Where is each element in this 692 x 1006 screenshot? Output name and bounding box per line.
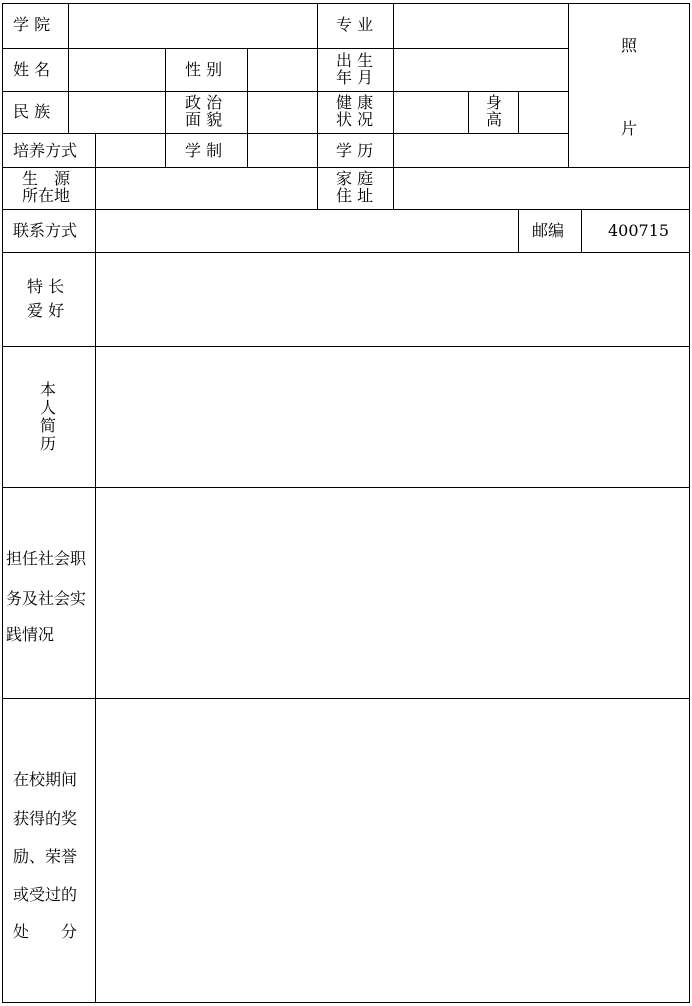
duties-label-line: 务及社会实: [6, 589, 87, 608]
political-field[interactable]: [248, 92, 317, 133]
name-label: 姓 名: [13, 60, 51, 79]
ethnicity-field[interactable]: [69, 92, 165, 133]
duties-field[interactable]: [96, 488, 689, 698]
duties-label-line: 担任社会职: [6, 549, 87, 568]
schooling-label: 学 制: [185, 141, 223, 160]
postcode-label: 邮编: [532, 221, 565, 240]
gender-field[interactable]: [248, 49, 317, 91]
political-label-line2: 面 貌: [185, 110, 223, 129]
home-label-line2: 住 址: [336, 186, 374, 205]
education-field[interactable]: [394, 134, 568, 167]
height-label-line2: 高: [486, 110, 503, 129]
major-field[interactable]: [394, 4, 568, 48]
resume-label-char: 人: [40, 398, 57, 417]
postcode-value: 400715: [608, 221, 670, 240]
college-field[interactable]: [69, 4, 317, 48]
photo-box[interactable]: [569, 4, 689, 167]
political-label-line1: 政 治: [185, 93, 223, 112]
hobby-label-line1: 特 长: [27, 277, 65, 296]
birth-field[interactable]: [394, 49, 568, 91]
rule-right: [689, 3, 690, 1003]
awards-label-line: 在校期间: [13, 770, 78, 789]
rule-col-i: [518, 209, 519, 252]
health-label-line1: 健 康: [336, 93, 374, 112]
training-field[interactable]: [96, 134, 165, 167]
awards-label-line: 或受过的: [13, 885, 78, 904]
resume-label-char: 本: [40, 380, 57, 399]
education-label: 学 历: [336, 141, 374, 160]
contact-label: 联系方式: [13, 221, 78, 240]
photo-label-top: 照: [621, 36, 638, 55]
rule-col-e: [317, 3, 318, 209]
awards-field[interactable]: [96, 699, 689, 1002]
awards-label-line: 获得的奖: [13, 809, 78, 828]
duties-label-line: 践情况: [6, 625, 55, 644]
name-field[interactable]: [69, 49, 165, 91]
rule-col-g: [468, 91, 469, 133]
college-label: 学 院: [13, 15, 51, 34]
training-label: 培养方式: [13, 141, 78, 160]
health-field[interactable]: [394, 92, 468, 133]
rule-bottom: [2, 1002, 690, 1003]
schooling-field[interactable]: [248, 134, 317, 167]
major-label: 专 业: [336, 15, 374, 34]
birth-label-line1: 出 生: [336, 51, 374, 70]
home-address-field[interactable]: [394, 168, 689, 209]
ethnicity-label: 民 族: [13, 102, 51, 121]
height-field[interactable]: [519, 92, 568, 133]
rule-col-j: [581, 209, 582, 252]
health-label-line2: 状 况: [336, 110, 374, 129]
rule-col-c: [165, 48, 166, 167]
origin-label-line2: 所在地: [22, 186, 71, 205]
hobby-field[interactable]: [96, 253, 689, 346]
awards-label-line: 处 分: [13, 922, 78, 941]
resume-label-char: 简: [40, 416, 57, 435]
rule-left: [2, 3, 3, 1003]
origin-field[interactable]: [96, 168, 317, 209]
home-label-line1: 家 庭: [336, 169, 374, 188]
resume-label-char: 历: [40, 434, 57, 453]
photo-label-bottom: 片: [621, 119, 638, 138]
resume-field[interactable]: [96, 347, 689, 487]
contact-field[interactable]: [96, 210, 518, 252]
origin-label-line1: 生 源: [22, 169, 71, 188]
birth-label-line2: 年 月: [336, 68, 374, 87]
hobby-label-line2: 爱 好: [27, 301, 65, 320]
gender-label: 性 别: [185, 60, 223, 79]
height-label-line1: 身: [486, 93, 503, 112]
awards-label-line: 励、荣誉: [13, 847, 78, 866]
